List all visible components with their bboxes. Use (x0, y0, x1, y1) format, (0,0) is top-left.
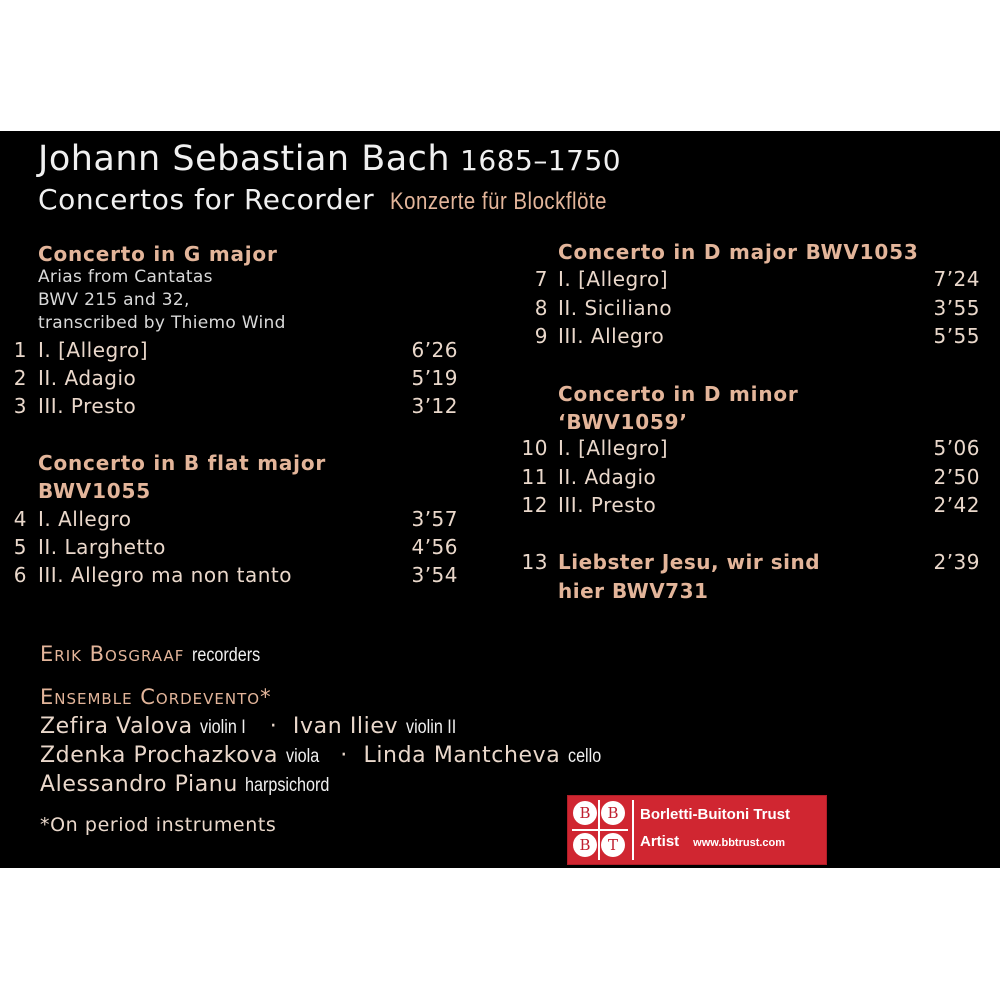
soloist-credit (40, 642, 272, 667)
musician-role: cello (567, 746, 602, 767)
track-number: 4 (13, 507, 27, 531)
concerto-g-notes (38, 266, 286, 335)
track-title-continued: hier BWV731 (558, 579, 709, 603)
composer-line (38, 139, 621, 179)
album-title-line (38, 183, 645, 216)
track-title: I. [Allegro] (38, 338, 149, 362)
musician-name: Alessandro Pianu (40, 772, 238, 797)
track-row (500, 436, 990, 462)
track-number: 12 (521, 493, 548, 517)
musician-role: harpsichord (245, 775, 330, 796)
track-row (500, 296, 990, 322)
musician-name: Zefira Valova (40, 714, 193, 739)
soloist-name: Erik Bosgraaf (40, 642, 185, 666)
track-row (0, 366, 470, 392)
track-title: II. Adagio (558, 465, 657, 489)
track-title: I. [Allegro] (558, 436, 669, 460)
track-number: 3 (13, 394, 27, 418)
musicians-line (40, 714, 465, 739)
track-duration: 3’54 (411, 563, 458, 587)
track-number: 7 (534, 267, 548, 291)
track-duration: 4’56 (411, 535, 458, 559)
logo-artist-line (640, 833, 785, 850)
track-row (0, 338, 470, 364)
track-duration: 3’12 (411, 394, 458, 418)
track-duration: 6’26 (411, 338, 458, 362)
track-row (0, 563, 470, 589)
concerto-d-minor-heading: Concerto in D minor (558, 382, 799, 406)
logo-url: www.bbtrust.com (693, 837, 786, 849)
musician-name: Linda Mantcheva (363, 743, 561, 768)
composer-years: 1685–1750 (460, 144, 622, 177)
concerto-g-note-line: BWV 215 and 32, (38, 290, 190, 310)
soloist-role: recorders (192, 645, 261, 666)
logo-letter: T (601, 833, 625, 857)
track-number: 1 (13, 338, 27, 362)
track-number: 6 (13, 563, 27, 587)
track-row (0, 507, 470, 533)
logo-letter: B (601, 801, 625, 825)
footnote: *On period instruments (40, 814, 277, 836)
track-row (500, 324, 990, 350)
track-number: 10 (521, 436, 548, 460)
musician-role: violin I (200, 717, 247, 738)
track-number: 13 (521, 550, 548, 574)
logo-artist-label: Artist (640, 833, 680, 850)
musician-role: viola (285, 746, 319, 767)
track-title: Liebster Jesu, wir sind (558, 550, 821, 574)
concerto-bflat-heading: Concerto in B flat major (38, 451, 327, 475)
track-duration: 7’24 (933, 267, 980, 291)
logo-divider (632, 800, 634, 860)
musician-name: Zdenka Prochazkova (40, 743, 279, 768)
logo-letter: B (573, 801, 597, 825)
track-duration: 3’57 (411, 507, 458, 531)
concerto-g-heading: Concerto in G major (38, 242, 278, 266)
track-row-chorale (500, 550, 990, 606)
track-title: II. Larghetto (38, 535, 166, 559)
album-title-german: Konzerte für Blockflöte (389, 188, 607, 215)
concerto-bflat-catalogue: BWV1055 (38, 479, 151, 503)
track-row (0, 394, 470, 420)
track-duration: 2’50 (933, 465, 980, 489)
composer-name: Johann Sebastian Bach (38, 139, 451, 179)
track-row (500, 493, 990, 519)
track-duration: 2’42 (933, 493, 980, 517)
concerto-g-note-line: Arias from Cantatas (38, 267, 213, 287)
musicians-line (40, 743, 607, 768)
musician-name: Ivan Iliev (292, 714, 399, 739)
track-title: II. Siciliano (558, 296, 673, 320)
track-title: III. Allegro ma non tanto (38, 563, 292, 587)
track-duration: 2’39 (933, 550, 980, 574)
logo-letter: B (573, 833, 597, 857)
track-title: III. Presto (558, 493, 657, 517)
bbtrust-logo (567, 795, 827, 865)
track-title: III. Presto (38, 394, 137, 418)
ensemble-name: Ensemble Cordevento* (40, 685, 272, 709)
album-title: Concertos for Recorder (38, 183, 375, 216)
separator: · (340, 743, 348, 768)
musician-role: violin II (405, 717, 456, 738)
album-back-cover (0, 131, 1000, 868)
track-duration: 3’55 (933, 296, 980, 320)
track-duration: 5’06 (933, 436, 980, 460)
track-row (500, 267, 990, 293)
track-number: 8 (534, 296, 548, 320)
track-title: I. Allegro (38, 507, 132, 531)
logo-divider (572, 829, 628, 831)
concerto-d-minor-catalogue: ‘BWV1059’ (558, 410, 688, 434)
concerto-g-note-line: transcribed by Thiemo Wind (38, 313, 286, 333)
separator: · (269, 714, 278, 739)
musicians-line (40, 772, 345, 797)
track-number: 9 (534, 324, 548, 348)
track-title: I. [Allegro] (558, 267, 669, 291)
track-number: 11 (521, 465, 548, 489)
track-number: 2 (13, 366, 27, 390)
track-title: III. Allegro (558, 324, 665, 348)
logo-trust-name: Borletti-Buitoni Trust (640, 806, 790, 823)
track-row (0, 535, 470, 561)
concerto-d-major-heading: Concerto in D major BWV1053 (558, 240, 919, 264)
track-title: II. Adagio (38, 366, 137, 390)
track-number: 5 (13, 535, 27, 559)
track-row (500, 465, 990, 491)
track-duration: 5’55 (933, 324, 980, 348)
track-duration: 5’19 (411, 366, 458, 390)
